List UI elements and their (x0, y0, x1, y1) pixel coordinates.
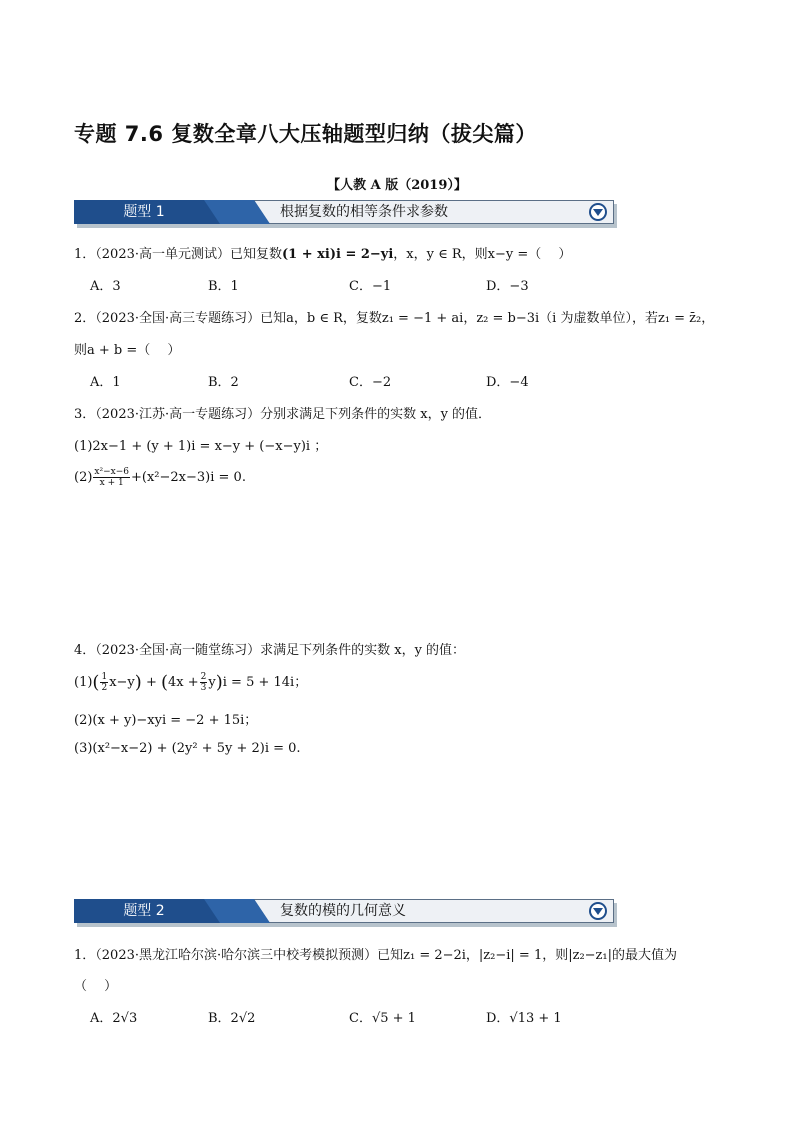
section-tag: 题型 2 (123, 903, 165, 919)
edition-label: 【人教 A 版（2019）】 (327, 178, 467, 193)
section-banner-2 (74, 899, 616, 927)
question-1-3-part-2: (2) $\frac{\text{x²−x−6}}{x + 1}$ +(x²−2x−3)i = 0. (74, 467, 246, 488)
section-banner-1 (74, 200, 616, 228)
option-b[interactable]: B．2√2 (208, 1011, 256, 1026)
option-d[interactable]: D．−3 (486, 279, 529, 294)
question-1-2: 2．（2023·全国·高三专题练习）已知a，b ∈ R，复数z₁ = −1 + ai，z₂ = b−3i（i 为虚数单位），若z₁ = z̄₂， (74, 311, 715, 326)
question-1-1: 1．（2023·高一单元测试）已知复数(1 + xi)i = 2−yi，x，y ∈ R，则x−y =（ ） (74, 247, 572, 262)
fraction: $\frac{2}{3}$ (200, 672, 207, 693)
chevron-down-icon[interactable] (588, 901, 608, 921)
section-title: 根据复数的相等条件求参数 (280, 204, 448, 220)
option-a[interactable]: A．1 (90, 375, 121, 390)
question-1-4-part-3: (3)(x²−x−2) + (2y² + 5y + 2)i = 0. (74, 741, 301, 756)
option-a[interactable]: A．2√3 (90, 1011, 138, 1026)
question-1-3: 3．（2023·江苏·高一专题练习）分别求满足下列条件的实数 x，y 的值． (74, 407, 492, 422)
question-1-4: 4．（2023·全国·高一随堂练习）求满足下列条件的实数 x，y 的值： (74, 643, 466, 658)
section-title: 复数的模的几何意义 (280, 903, 406, 919)
option-c[interactable]: C．−2 (349, 375, 392, 390)
question-2-1: 1．（2023·黑龙江哈尔滨·哈尔滨三中校考模拟预测）已知z₁ = 2−2i，|z₂−i| = 1，则|z₂−z₁|的最大值为 (74, 948, 678, 963)
option-c[interactable]: C．−1 (349, 279, 392, 294)
page-title: 专题 7.6 复数全章八大压轴题型归纳（拔尖篇） (74, 122, 537, 146)
fraction: $\frac{\text{x²−x−6}}{x + 1}$ (94, 467, 129, 488)
question-1-4-part-2: (2)(x + y)−xyi = −2 + 15i； (74, 713, 258, 728)
option-b[interactable]: B．1 (208, 279, 239, 294)
question-1-2-cont: 则a + b =（ ） (74, 343, 181, 358)
option-a[interactable]: A．3 (90, 279, 121, 294)
question-1-4-part-1: (1)( $\frac{1}{2}$ x−y) + (4x + $\frac{2}{3}$ y)i = 5 + 14i； (74, 672, 308, 693)
option-c[interactable]: C．√5 + 1 (349, 1011, 416, 1026)
section-tag: 题型 1 (123, 204, 165, 220)
chevron-down-icon[interactable] (588, 202, 608, 222)
option-d[interactable]: D．−4 (486, 375, 529, 390)
question-1-3-part-1: (1)2x−1 + (y + 1)i = x−y + (−x−y)i ； (74, 439, 328, 454)
fraction: $\frac{1}{2}$ (101, 672, 108, 693)
question-2-1-cont: （ ） (74, 979, 118, 994)
option-b[interactable]: B．2 (208, 375, 239, 390)
option-d[interactable]: D．√13 + 1 (486, 1011, 562, 1026)
